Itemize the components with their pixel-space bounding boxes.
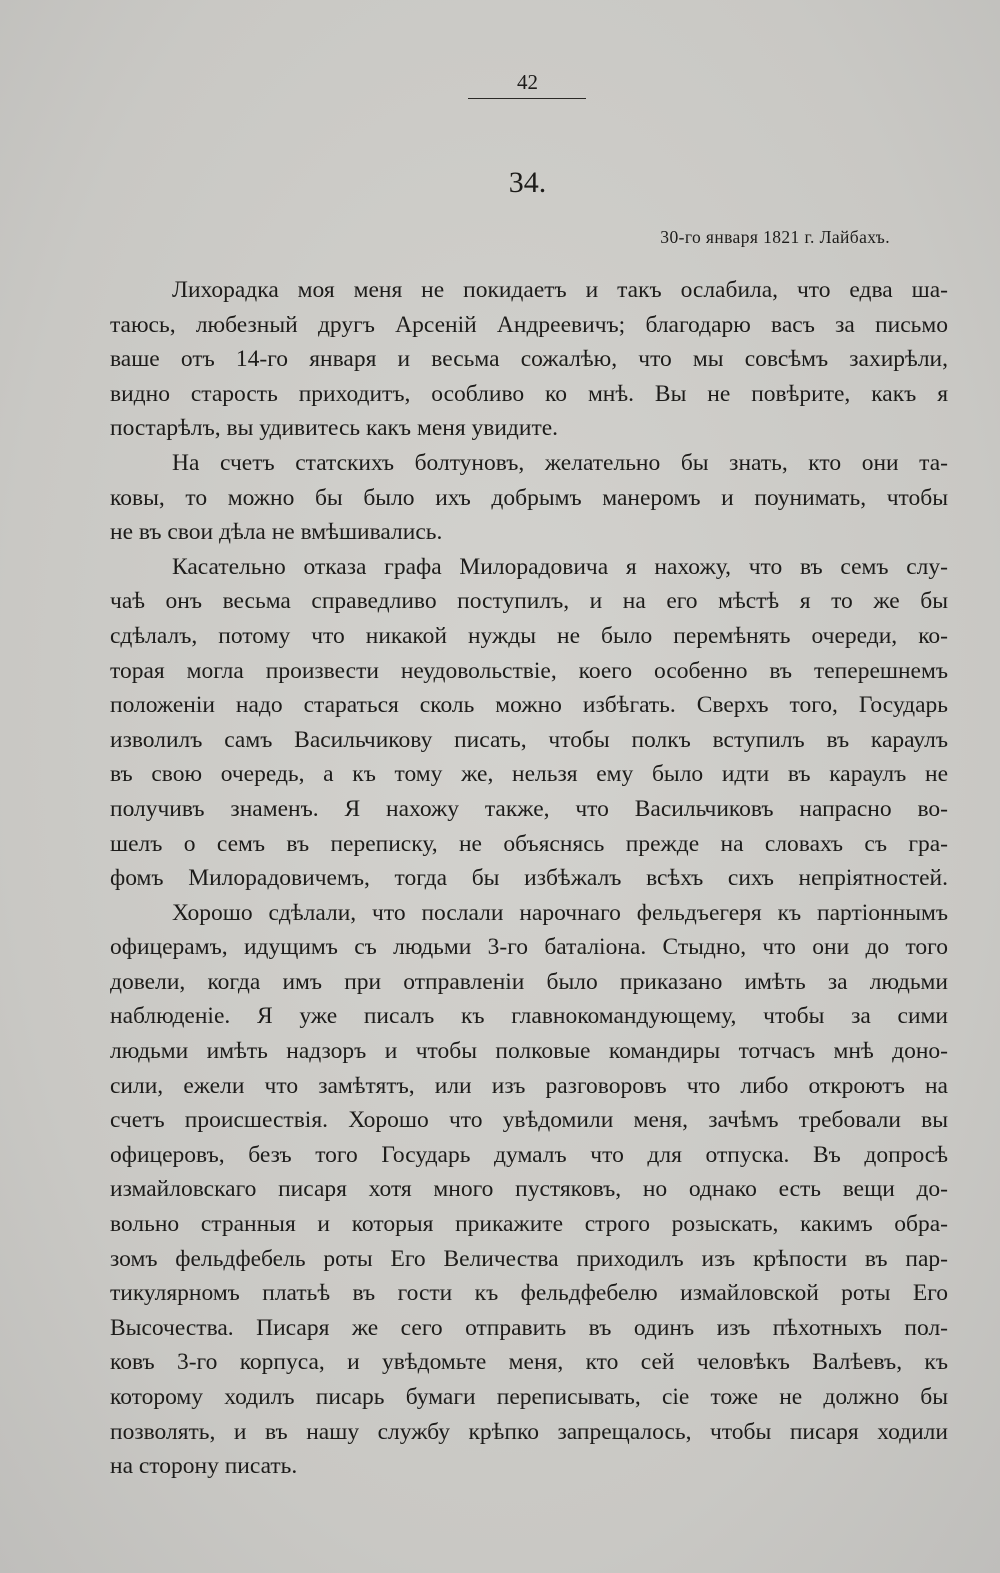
letter-number: 34.: [508, 166, 547, 199]
text-line: въ свою очередь, а къ тому же, нельзя ему было идти въ караулъ не: [110, 761, 948, 788]
text-line: ковъ 3-го корпуса, и увѣдомьте меня, кто сей человѣкъ Валѣевъ, къ: [110, 1349, 948, 1376]
text-line: ваше отъ 14-го января и весьма сожалѣю, что мы совсѣмъ захирѣли,: [110, 346, 948, 373]
text-line: положенiи надо стараться сколь можно избѣгать. Сверхъ того, Государь: [110, 692, 948, 719]
text-line: видно старость приходитъ, особливо ко мнѣ. Вы не повѣрите, какъ я: [110, 380, 948, 407]
text-line: На счетъ статскихъ болтуновъ, желательно бы знать, кто они та-: [172, 449, 948, 476]
text-line: сдѣлалъ, потому что никакой нужды не было перемѣнять очереди, ко-: [110, 622, 948, 649]
header-rule: [468, 98, 586, 99]
text-line: получивъ знаменъ. Я нахожу также, что Васильчиковъ напрасно во-: [110, 795, 948, 822]
text-line: постарѣлъ, вы удивитесь какъ меня увидите.: [110, 415, 559, 442]
text-line: на сторону писать.: [110, 1453, 298, 1480]
letter-body: [110, 273, 948, 1484]
text-line: Высочества. Писаря же сего отправить въ одинъ изъ пѣхотныхъ пол-: [110, 1314, 948, 1341]
text-line: изволилъ самъ Васильчикову писать, чтобы полкъ вступилъ въ караулъ: [110, 726, 948, 753]
text-line: довели, когда имъ при отправленiи было приказано имѣть за людьми: [110, 968, 948, 995]
text-line: офицерамъ, идущимъ съ людьми 3-го баталiона. Стыдно, что они до того: [110, 934, 948, 961]
text-line: Касательно отказа графа Милорадовича я нахожу, что въ семъ слу-: [172, 553, 948, 580]
text-line: офицеровъ, безъ того Государь думалъ что для отпуска. Въ допросѣ: [110, 1141, 948, 1168]
text-line: наблюденiе. Я уже писалъ къ главнокомандующему, чтобы за сими: [110, 1003, 948, 1030]
text-line: ковы, то можно бы было ихъ добрымъ манеромъ и поунимать, чтобы: [110, 484, 948, 511]
text-line: позволять, и въ нашу службу крѣпко запрещалось, чтобы писаря ходили: [110, 1418, 948, 1445]
text-line: счетъ происшествiя. Хорошо что увѣдомили меня, зачѣмъ требовали вы: [110, 1107, 948, 1134]
dateline: 30-го января 1821 г. Лайбахъ.: [660, 227, 890, 247]
text-line: таюсь, любезный другъ Арсенiй Андреевичъ; благодарю васъ за письмо: [110, 311, 948, 338]
text-line: которому ходилъ писарь бумаги переписывать, сiе тоже не должно бы: [110, 1384, 948, 1410]
text-line: чаѣ онъ весьма справедливо поступилъ, и на его мѣстѣ я то же бы: [110, 588, 948, 615]
text-line: не въ свои дѣла не вмѣшивались.: [110, 519, 443, 546]
text-line: сили, ежели что замѣтятъ, или изъ разговоровъ что либо откроютъ на: [110, 1072, 948, 1099]
text-line: Лихорадка моя меня не покидаетъ и такъ ослабила, что едва ша-: [172, 277, 948, 303]
text-line: тикулярномъ платьѣ въ гости къ фельдфебелю измайловской роты Его: [110, 1280, 948, 1307]
text-line: зомъ фельдфебель роты Его Величества приходилъ изъ крѣпости въ пар-: [110, 1245, 948, 1272]
text-line: вольно странныя и которыя прикажите строго розыскать, какимъ обра-: [110, 1211, 948, 1238]
page-number: 42: [517, 70, 538, 94]
text-line: шелъ о семъ въ переписку, не объяснясь прежде на словахъ съ гра-: [110, 830, 948, 857]
text-line: фомъ Милорадовичемъ, тогда бы избѣжалъ всѣхъ сихъ непрiятностей.: [110, 865, 948, 892]
text-line: измайловскаго писаря хотя много пустяковъ, но однако есть вещи до-: [110, 1176, 948, 1203]
text-line: людьми имѣть надзоръ и чтобы полковые командиры тотчасъ мнѣ доно-: [110, 1038, 948, 1065]
text-line: торая могла произвести неудовольствiе, коего особенно въ теперешнемъ: [110, 657, 948, 684]
text-line: Хорошо сдѣлали, что послали нарочнаго фельдъегеря къ партiоннымъ: [172, 899, 948, 926]
